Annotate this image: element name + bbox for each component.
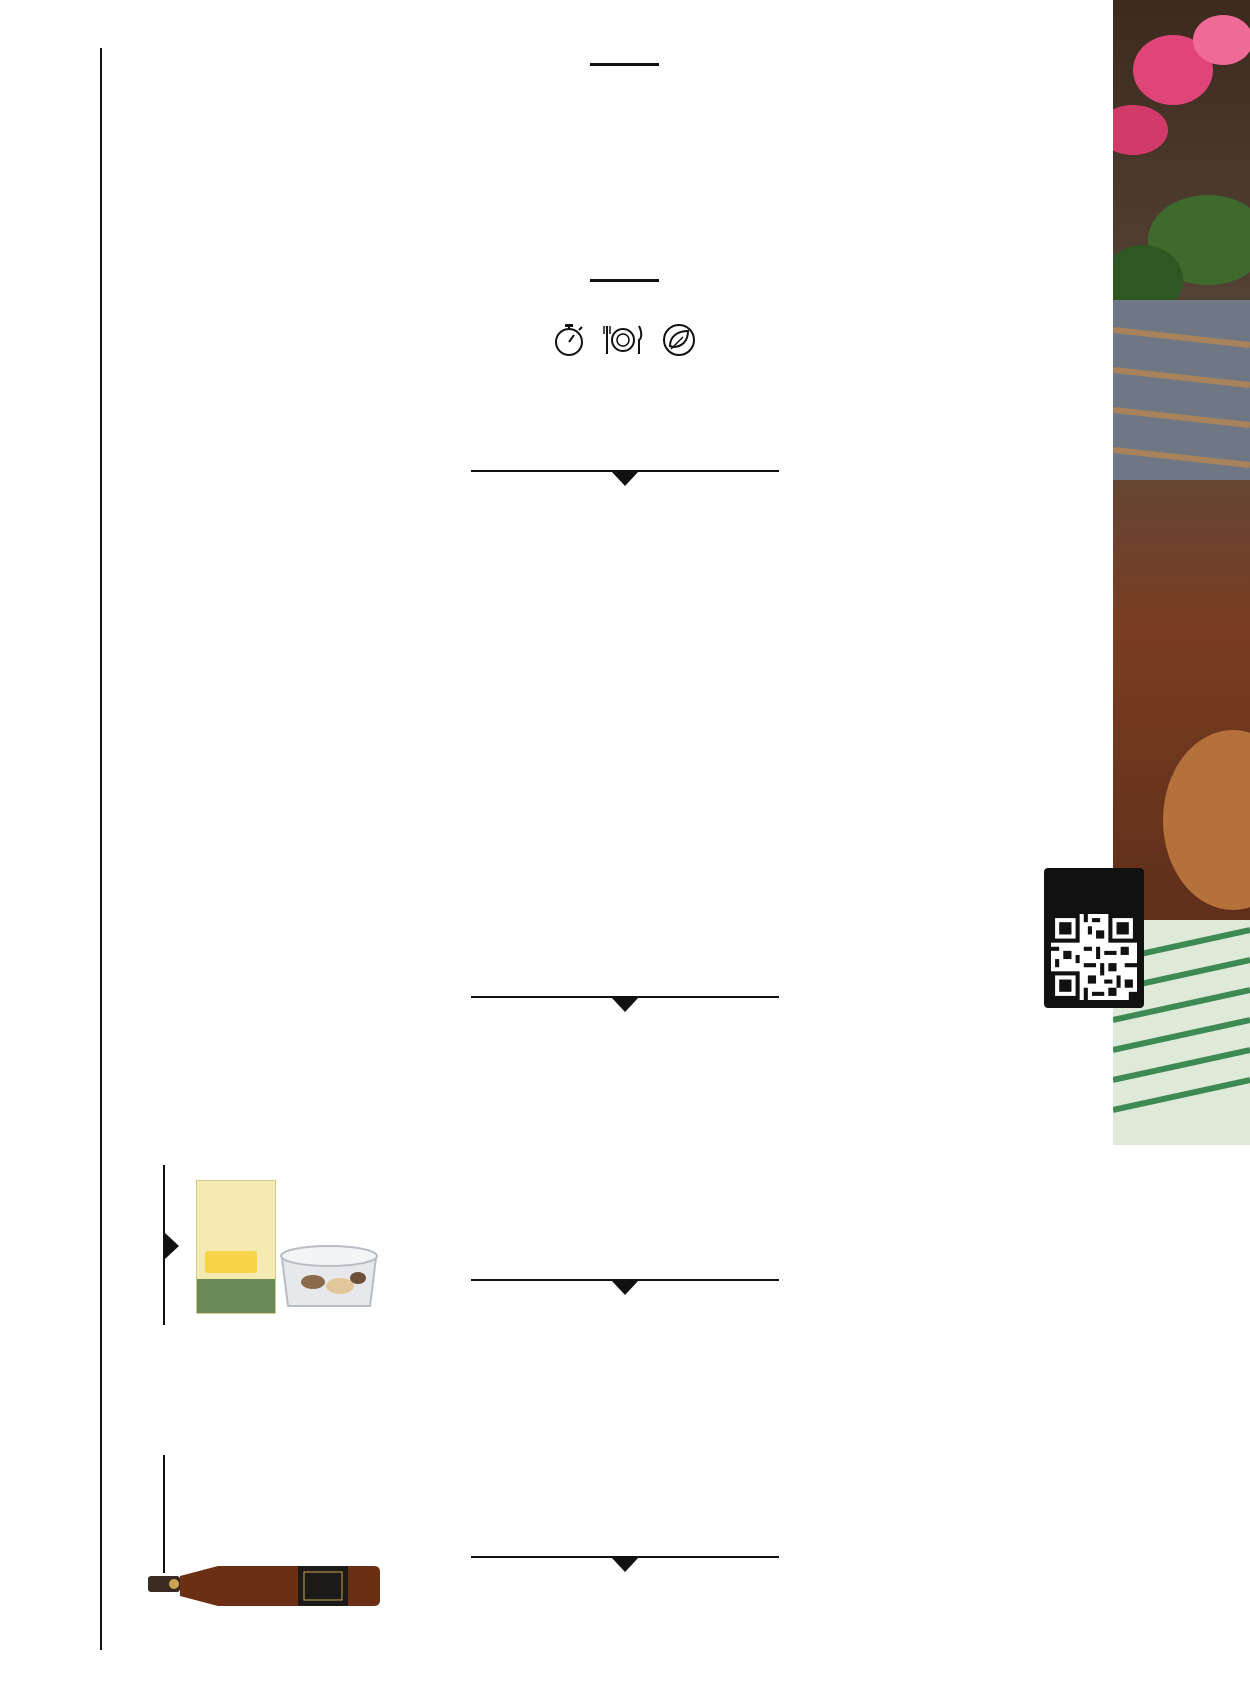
recommend-arrow xyxy=(165,1233,179,1259)
prep-time xyxy=(544,322,594,362)
qr-code-icon xyxy=(1051,914,1137,1000)
section-arrow xyxy=(611,1557,639,1572)
section-arrow xyxy=(611,471,639,486)
vegetarian-leaf-icon xyxy=(661,322,697,358)
cornflour-box-image xyxy=(196,1180,276,1314)
food-container-image xyxy=(278,1240,380,1312)
plate-cutlery-icon xyxy=(603,322,643,358)
servings xyxy=(598,322,648,362)
margin-rule xyxy=(100,48,102,1650)
diet xyxy=(654,322,704,362)
cornflour-box-label xyxy=(197,1181,267,1189)
stopwatch-icon xyxy=(552,322,586,358)
title-bottom-rule xyxy=(590,279,659,282)
qr-label xyxy=(1044,868,1144,874)
wine-bottle-image xyxy=(148,1560,380,1612)
qr-code-card[interactable] xyxy=(1044,868,1144,1008)
section-arrow xyxy=(611,1280,639,1295)
pairing-rule xyxy=(163,1455,165,1573)
title-top-rule xyxy=(590,63,659,66)
magazine-logo xyxy=(26,45,86,180)
section-arrow xyxy=(611,997,639,1012)
